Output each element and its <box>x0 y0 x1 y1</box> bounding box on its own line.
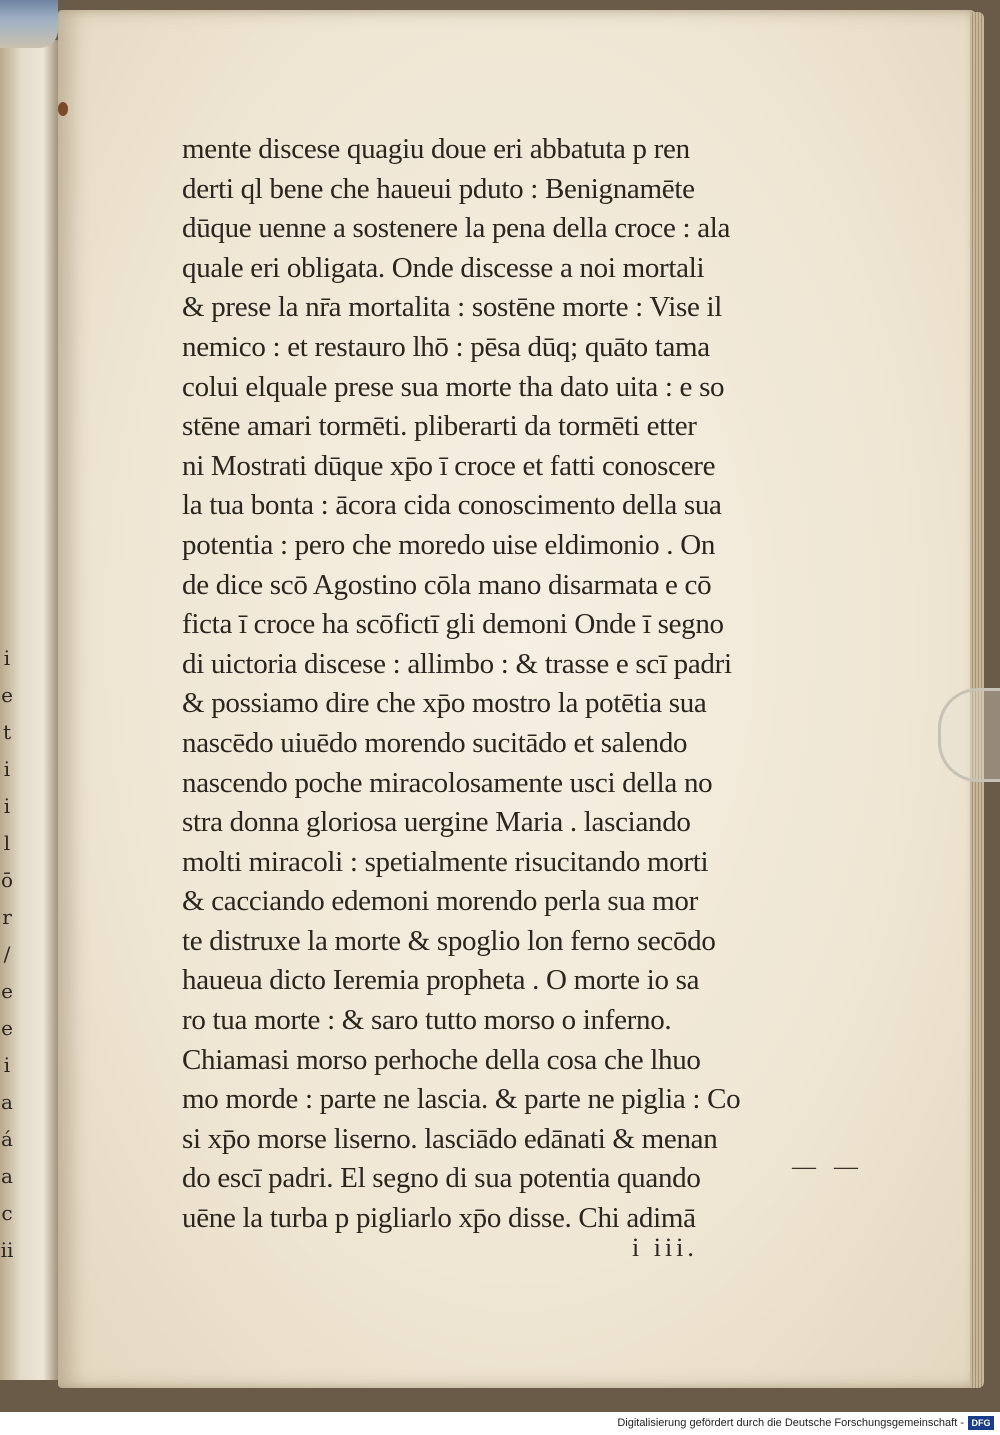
text-line: mente discese quagiu doue eri abbatuta p ren <box>182 133 690 165</box>
text-line: la tua bonta : ācora cida conoscimento della sua <box>182 489 722 522</box>
margin-letter: l <box>3 831 11 855</box>
text-line: & possiamo dire che xp̄o mostro la potētia sua <box>182 687 707 720</box>
ink-stain <box>58 102 68 116</box>
text-line: nemico : et restauro lhō : pēsa dūq; quāto tama <box>182 330 710 363</box>
margin-letter: ō <box>0 868 14 892</box>
margin-letter: ii <box>0 1238 14 1262</box>
text-line: mo morde : parte ne lascia. & parte ne piglia : Co <box>182 1083 741 1116</box>
text-line: si xp̄o morse liserno. lasciādo edānati & menan <box>182 1122 718 1155</box>
margin-letter: t <box>2 720 12 744</box>
text-line: di uictoria discese : allimbo : & trasse e scī padri <box>182 647 732 680</box>
text-line: colui elquale prese sua morte tha dato uita : e so <box>182 370 725 403</box>
text-line: dūque uenne a sostenere la pena della croce : ala <box>182 212 731 245</box>
margin-letter: c <box>1 1201 13 1225</box>
dfg-logo-icon: DFG <box>968 1416 994 1430</box>
margin-letter: / <box>3 942 11 966</box>
margin-letter: i <box>3 794 11 818</box>
margin-dashes: — — <box>792 1154 864 1180</box>
text-line: potentia : pero che moredo uise eldimonio . On <box>182 528 716 561</box>
text-line: do escī padri. El segno di sua potentia quando <box>182 1162 701 1195</box>
text-line: nascēdo uiuēdo morendo sucitādo et salendo <box>182 726 688 759</box>
margin-letter: á <box>1 1127 13 1151</box>
signature-mark: i iii. <box>632 1233 698 1262</box>
text-line: ni Mostrati dūque xp̄o ī croce et fatti conoscere <box>182 449 716 482</box>
text-line: derti ql bene che haueui pduto : Benignamēte <box>182 172 695 205</box>
footer <box>0 1412 1000 1435</box>
margin-letter: i <box>3 757 11 781</box>
margin-letter: e <box>1 683 13 707</box>
text-line: molti miracoli : spetialmente risucitando morti <box>182 845 709 878</box>
page-clip <box>938 688 1000 782</box>
margin-letter: a <box>1 1164 13 1188</box>
binding-corner <box>0 0 58 48</box>
margin-letter: i <box>3 646 11 670</box>
text-line: & prese la nr̄a mortalita : sostēne morte : Vise il <box>182 291 723 324</box>
body-text <box>182 130 782 1239</box>
text-line: haueua dicto Ieremia propheta . O morte io sa <box>182 964 700 997</box>
margin-letter: e <box>1 979 13 1003</box>
margin-letter: i <box>3 1053 11 1077</box>
text-line: de dice scō Agostino cōla mano disarmata e cō <box>182 568 712 601</box>
text-line: Chiamasi morso perhoche della cosa che lhuo <box>182 1043 701 1076</box>
text-line: & cacciando edemoni morendo perla sua mor <box>182 885 698 918</box>
text-line: te distruxe la morte & spoglio lon ferno secōdo <box>182 924 716 957</box>
text-line: ro tua morte : & saro tutto morso o inferno. <box>182 1004 672 1037</box>
footer-credit: Digitalisierung gefördert durch die Deutsche Forschungsgemeinschaft - <box>617 1417 964 1429</box>
text-line: ficta ī croce ha scōfictī gli demoni Onde ī segno <box>182 608 724 641</box>
margin-letter: r <box>2 905 12 929</box>
text-line: quale eri obligata. Onde discesse a noi mortali <box>182 251 705 284</box>
left-page-margin-text <box>0 640 14 1269</box>
text-line: nascendo poche miracolosamente usci della no <box>182 766 713 799</box>
text-line: stra donna gloriosa uergine Maria . lasciando <box>182 806 691 839</box>
margin-letter: e <box>1 1016 13 1040</box>
text-line: stēne amari tormēti. pliberarti da tormēti etter <box>182 410 697 443</box>
text-line: uēne la turba p pigliarlo xp̄o disse. Chi adimā <box>182 1202 696 1235</box>
margin-letter: a <box>1 1090 13 1114</box>
